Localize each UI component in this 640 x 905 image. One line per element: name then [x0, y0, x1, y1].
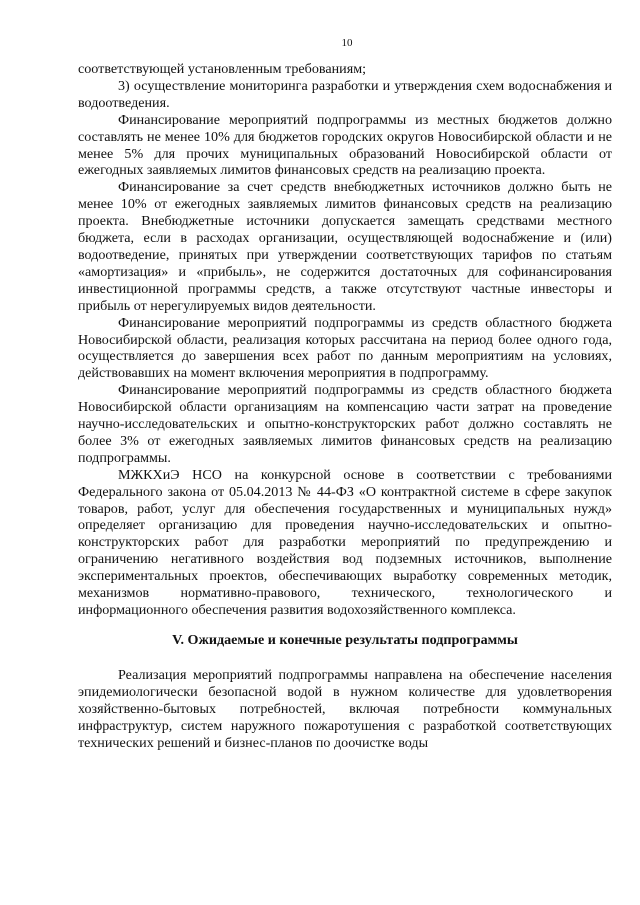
section-heading: V. Ожидаемые и конечные результаты подпрограммы: [172, 631, 518, 648]
paragraph-continuation: соответствующей установленным требованиям;: [78, 61, 367, 77]
paragraph-research-compensation: Финансирование мероприятий подпрограммы из средств областного бюджета Новосибирской области организациям на компенсацию части затрат на проведение научно-исследовательских и опытно-конструкторских работ должно составлять не более 3% от ежегодных заявляемых лимитов финансовых средств на реализацию подпрограммы.: [78, 382, 612, 466]
paragraph-regional-budget-financing: Финансирование мероприятий подпрограммы из средств областного бюджета Новосибирской области, реализация которых рассчитана на период более одного года, осуществляется до завершения всех работ по данным мероприятиям на условиях, действовавших на момент включения мероприятия в подпрограмму.: [78, 314, 612, 382]
paragraph-list-item-3: 3) осуществление мониторинга разработки и утверждения схем водоснабжения и водоотведения.: [78, 77, 612, 111]
paragraph-ministry-contracting: МЖКХиЭ НСО на конкурсной основе в соответствии с требованиями Федерального закона от 05.04.2013 № 44-ФЗ «О контрактной системе в сфере закупок товаров, работ, услуг для обеспечения государственных и муниципальных нужд» определяет организацию для проведения научно-исследовательских и опытно-конструкторских работ для разработки мероприятий по предупреждению и ограничению негативного воздействия вод подземных источников, выполнение экспериментальных проектов, обеспечивающих выработку современных методик, механизмов нормативно-правового, технического, технологического и информационного обеспечения развития водохозяйственного комплекса.: [78, 466, 612, 618]
document-page: [78, 36, 612, 751]
paragraph-extrabudgetary-financing: Финансирование за счет средств внебюджетных источников должно быть не менее 10% от ежегодных заявляемых лимитов финансовых средств на реализацию проекта. Внебюджетные источники допускается замещать средствами местного бюджета, если в расходах организации, осуществляющей водоснабжение и (или) водоотведение, принятых при утверждении соответствующих тарифов по статьям «амортизация» и «прибыль», не содержится достаточных для софинансирования инвестиционной программы средств, а также отсутствуют частные инвесторы и прибыль от нерегулируемых видов деятельности.: [78, 179, 612, 314]
paragraph-expected-results: Реализация мероприятий подпрограммы направлена на обеспечение населения эпидемиологически безопасной водой в нужном количестве для удовлетворения хозяйственно-бытовых потребностей, включая потребности коммунальных инфраструктур, систем наружного пожаротушения с разработкой соответствующих технических решений и бизнес-планов по доочистке воды: [78, 666, 612, 751]
paragraph-local-budget-financing: Финансирование мероприятий подпрограммы из местных бюджетов должно составлять не менее 10% для бюджетов городских округов Новосибирской области и не менее 5% для прочих муниципальных образований Новосибирской области от ежегодных заявляемых лимитов финансовых средств на реализацию проекта.: [78, 111, 612, 179]
page-number: 10: [341, 37, 353, 49]
